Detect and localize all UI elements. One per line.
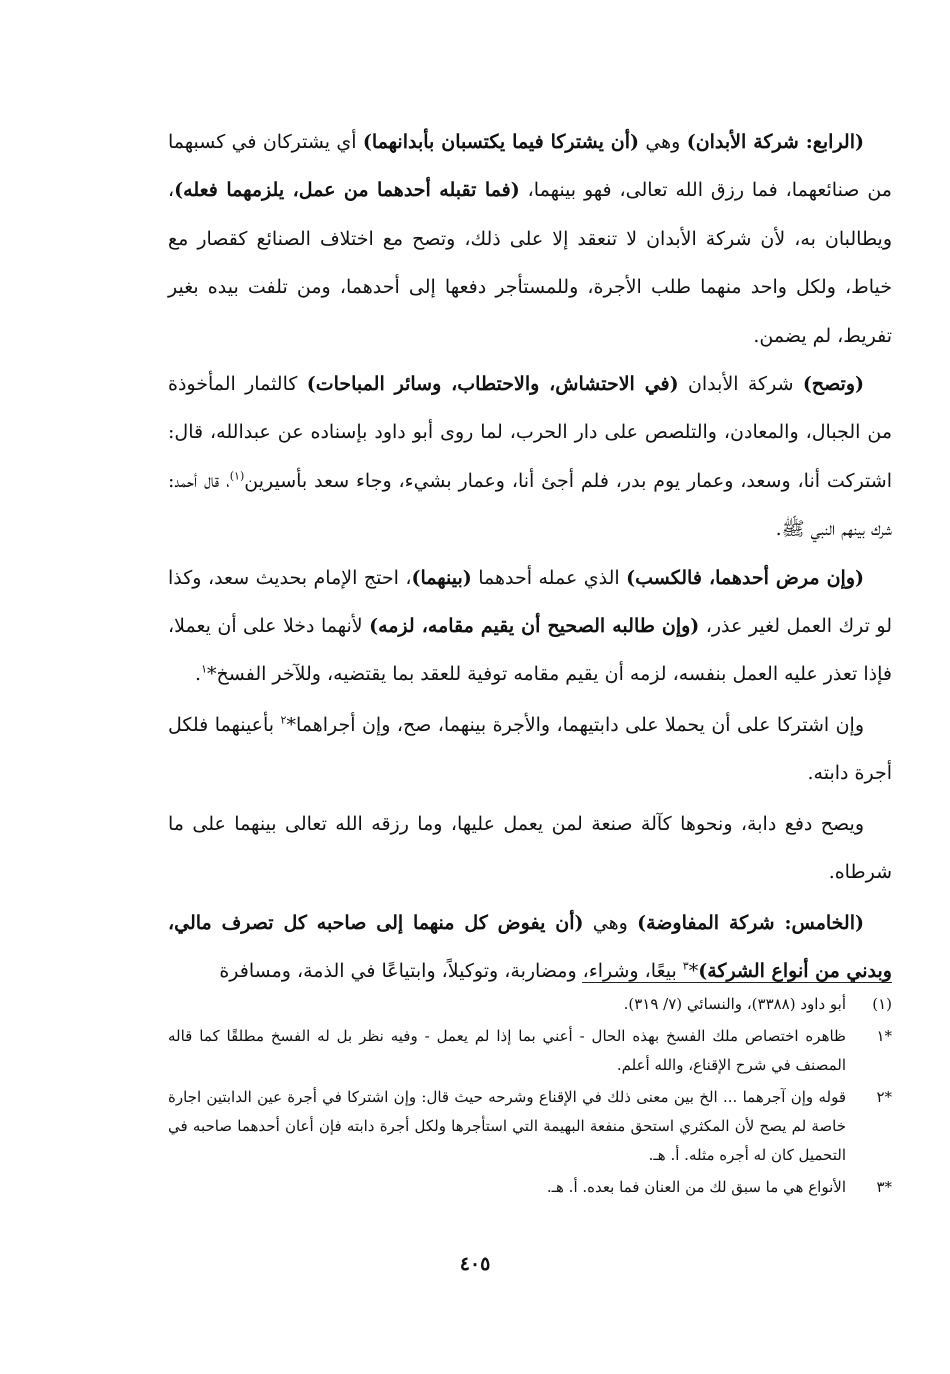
matn-quote: (وتصح) [802,373,864,396]
main-text [168,118,892,995]
footnote [168,990,892,1019]
commentary-text: ، قال أحمد: شرك بينهم النبي ﷺ. [168,469,892,541]
commentary-text: بأعينهما فلكل أجرة دابته. [168,713,892,785]
footnote-text: ظاهره اختصاص ملك الفسخ بهذه الحال - أعني بما إذا لم يعمل - وفيه نظر بل له الفسخ مطلقًا كما قاله المصنف في شرح الإقناع، والله أعلم. [168,1027,846,1074]
matn-quote: (وإن مرض أحدهما، فالكسب) [626,566,864,589]
commentary-text: . [195,663,202,686]
commentary-text: ، ويطالبان به، لأن شركة الأبدان لا تنعقد إلا على ذلك، وتصح مع اختلاف الصنائع كقصار مع خياط، ولكل واحد منهما طلب الأجرة، وللمستأجر دفعها إلى أحدهما، ومن تلفت بيده بغير تفريط، لم يضمن. [168,179,892,347]
commentary-text: وهي [583,911,638,934]
footnote-ref: (١) [229,469,245,483]
commentary-text: كالثمار المأخوذة من الجبال، والمعادن، والتلصص على دار الحرب، لما روى أبو داود بإسناده عن عبدالله، قال: اشتركت أنا، وسعد، وعمار يوم بدر، فلم أجئ أنا، وعمار بشيء، وجاء سعد بأسيرين [168,373,892,492]
commentary-text: أي يشتركان في كسبهما من صنائعهما، فما رزق الله تعالى، فهو بينهما، [168,131,892,202]
commentary-text: وإن اشتركا على أن يحملا على دابتيهما، والأجرة بينهما، صح، وإن أجراهما* [286,713,864,736]
paragraph-partnership-of-bodies [168,118,892,360]
commentary-text: وهي [639,131,687,153]
commentary-text: بيعًا، وشراء، ومضاربة، وتوكيلاً، وابتياعًا في الذمة، ومسافرة [219,959,683,982]
matn-quote: (وإن طالبه الصحيح أن يقيم مقامه، لزمه) [369,615,700,638]
paragraph-animal-lease [168,800,892,897]
footnote-mark: *٣ [876,1178,892,1196]
footnote-mark: *٢ [876,1088,892,1106]
footnote [168,1083,892,1170]
footnote-mark: (١) [872,995,892,1013]
footnote-mark: *١ [876,1027,892,1045]
matn-quote: (في الاحتشاش، والاحتطاب، وسائر المباحات) [306,373,679,396]
paragraph-carrying-animals [168,701,892,798]
paragraph-permissible-gathering [168,360,892,554]
footnote-separator [582,982,892,983]
paragraph-mufawada-partnership [168,899,892,996]
footnote-ref: ١ [201,663,207,677]
commentary-text: شركة الأبدان [678,373,803,396]
footnote-ref: ٢ [280,713,287,727]
commentary-text: الذي عمله أحدهما [471,566,627,589]
footnote [168,1173,892,1202]
footnote-text: أبو داود (٣٣٨٨)، والنسائي (٧/ ٣١٩). [623,995,846,1013]
matn-quote: (بينهما) [411,566,472,589]
footnote [168,1022,892,1080]
matn-quote: (الخامس: شركة المفاوضة) [637,911,864,934]
commentary-text: لأنهما دخلا على أن يعملا، فإذا تعذر عليه العمل بنفسه، لزمه أن يقيم مقامه توفية للعقد بما يقتضيه، وللآخر الفسخ* [168,615,892,686]
commentary-text: * [688,959,699,982]
footnotes [168,990,892,1205]
matn-quote: (أن يفوض كل منهما إلى صاحبه كل تصرف مالي، وبدني من أنواع الشركة) [168,911,892,982]
footnote-text: قوله وإن آجرهما ... الخ بين معنى ذلك في الإقناع وشرحه حيث قال: وإن اشتركا في أجرة عين الدابتين اجارة خاصة لم يصح لأن المكثري استحق منفعة البهيمة التي استأجرها ولكل أجرة دابته فإن أعان أحدهما صاحبه في التحميل كان له أجره مثله. أ. هـ. [168,1088,846,1164]
page-number: ٤٠٥ [459,1253,491,1275]
matn-quote: (أن يشتركا فيما يكتسبان بأبدانهما) [362,131,639,153]
matn-quote: (الرابع: شركة الأبدان) [686,131,864,153]
matn-quote: (فما تقبله أحدهما من عمل، يلزمهما فعله) [174,179,520,202]
commentary-text: ، احتج الإمام بحديث سعد، وكذا لو ترك العمل لغير عذر، [168,566,892,638]
footnote-ref: ٣ [682,959,689,973]
paragraph-illness-of-partner [168,554,892,699]
commentary-text: ويصح دفع دابة، ونحوها كآلة صنعة لمن يعمل عليها، وما رزقه الله تعالى بينهما على ما شرطاه. [168,812,892,884]
footnote-text: الأنواع هي ما سبق لك من العنان فما بعده. أ. هـ. [546,1178,846,1196]
